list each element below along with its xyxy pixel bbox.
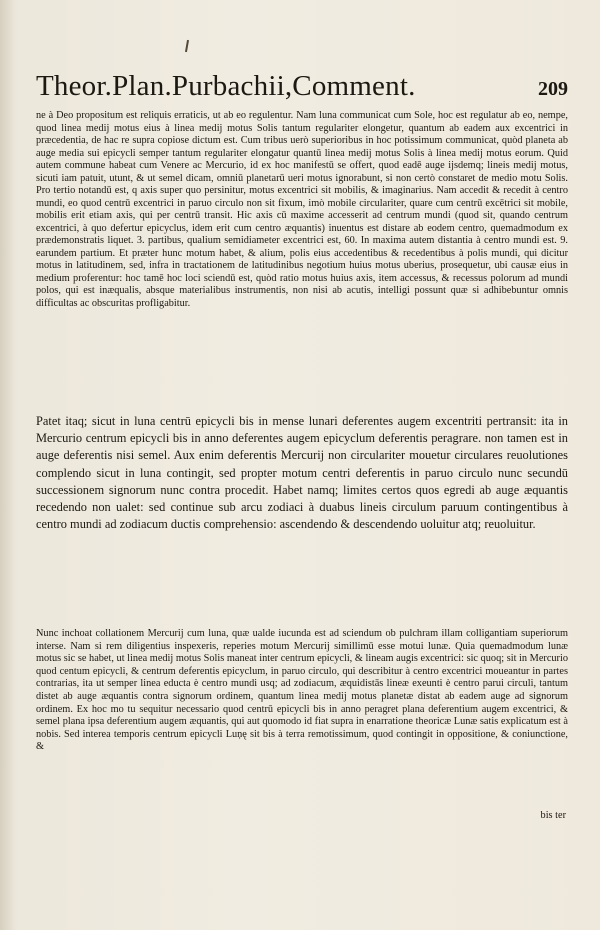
page-header (36, 70, 568, 108)
page-number: 209 (538, 78, 568, 100)
catchword: bis ter (540, 810, 566, 821)
paragraph-3: Nunc inchoat collationem Mercurij cum luna, quæ ualde iucunda est ad sciendum ob pulchram illam colligantiam superiorum interse. Nam si rem diligentius inspexeris, reperies motum Mercurij simillimū esse motui lunæ. Quia quemadmodum lunæ motus sic se habet, ut linea medij motus Solis maneat inter centrum epicycli, & lineam augis excentrici: sic quoq; sit in Mercurio quod centum epicycli, & centrum deferentis epicyclum, in paruo circulo, qui describitur à centro excentrici moueantur in partes contrarias, ita ut semper linea educta è centro mundi usq; ad zodiacum, æquidistās lineæ exeunti è centro parui circuli, tantum distet ab auge æquantis contra signorum ordinem, quantum linea medij motus planetæ distat ab eadem auge ad signorum ordinem. Ex hoc mo tu sequitur necessario quod centrū epicycli bis in anno peragret plana deferentium augem excentrici, & semel plana ipsa deferentium augem æquantis, qui aut quomodo id fiat supra in enarratione theoricæ Lunæ satis explicatum est à nobis. Sed interea temporis centrum epicycli Luņę sit bis à terra remotissimum, quod contingit in oppositione, & coniunctione, & (36, 628, 568, 753)
paragraph-1: ne à Deo propositum est reliquis erraticis, ut ab eo regulentur. Nam luna communicat cum Sole, hoc est regulatur ab eo, nempe, quod linea medij motus eius à linea medij motus Solis tantum regulariter elongetur, quantum ab eadem aux excentrici in præcedentia, de hac re supra copiose dictum est. Cum tribus uerò superioribus in hoc potissimum communicat, quòd planeta ab auge media sui epicycli semper tantum regulariter elongatur quantū linea medij motus Solis à linea medij motus eorum. Quid autem commune habeat cum Venere ac Mercurio, id ex hoc manifestū se offert, quod eadē auge ijsdemq; lineis medij motus, sicuti iam patuit, utunt, & ut semel dicam, omniū planetarū ueri motus ignorabunt, si non certò constaret de medio motu Solis. Pro tertio notandū est, q axis super quo persinitur, motus excentrici sit mobilis, & imaginarius. Nam accedit & recedit à centro mundi, eo quod centrū excentrici in paruo circulo non sit fixum, imò mobile circulariter, quare cum centrū excētrici sit mobile, mobilis erit etiam axis, qui per centrū transit. Hic axis cū maxime accesserit ad centrum mundi (quod sit, quando centrum excentrici, à quo defertur epicyclus, idem erit cum centro æquantis) inuentus est distare ab eodem centro, quemadmodum ex prædemonstratis liquet. 3. partibus, qualium semidiameter excentrici est, 60. In maxima autem distantia à centro mundi est. 9. earundem partium. Et præter hunc motum habet, & alium, polis eius accedentibus & recedentibus à polis mundi, qui dicitur motus in latitudinem, sed, infra in tractationem de latitudinibus negotium huius motus uberius, prosequetur, ubi causæ eius in medium proferentur: hoc tamē hoc loci sciendū est, quòd ratio motus huius axis, item accessus, & recessus polorum ad mundi polos, qui est inæqualis, absque materialibus instrumentis, non nisi ab acutis, intelligi possunt quæ si adhibebuntur omnis difficultas ac obscuritas profligabitur. (36, 110, 568, 309)
page-spine-shadow (0, 0, 16, 930)
paragraph-2: Patet itaq; sicut in luna centrū epicycli bis in mense lunari deferentes augem excentriti pertransit: ita in Mercurio centrum epicycli bis in anno deferentes augem epicyclum deferentis peragrare. non tamen est in auge deferentis nisi semel. Aux enim deferentis Mercurij non circulariter mouetur circulares reuolutiones complendo sicut in luna contingit, sed propter motum centri deferentis in paruo circulo nunc secundū successionem signorum nunc contra procedit. Habet namq; limites certos quos egredi ab auge æquantis recedendo non ualet: sed continue sub arcu zodiaci à duabus lineis circulum paruum contingentibus à centro mundi ad zodiacum ductis comprehensio: ascendendo & descendendo uoluitur atq; reuoluitur. (36, 414, 568, 532)
running-title: Theor.Plan.Purbachii,Comment. (36, 70, 416, 102)
ink-mark (185, 40, 189, 52)
